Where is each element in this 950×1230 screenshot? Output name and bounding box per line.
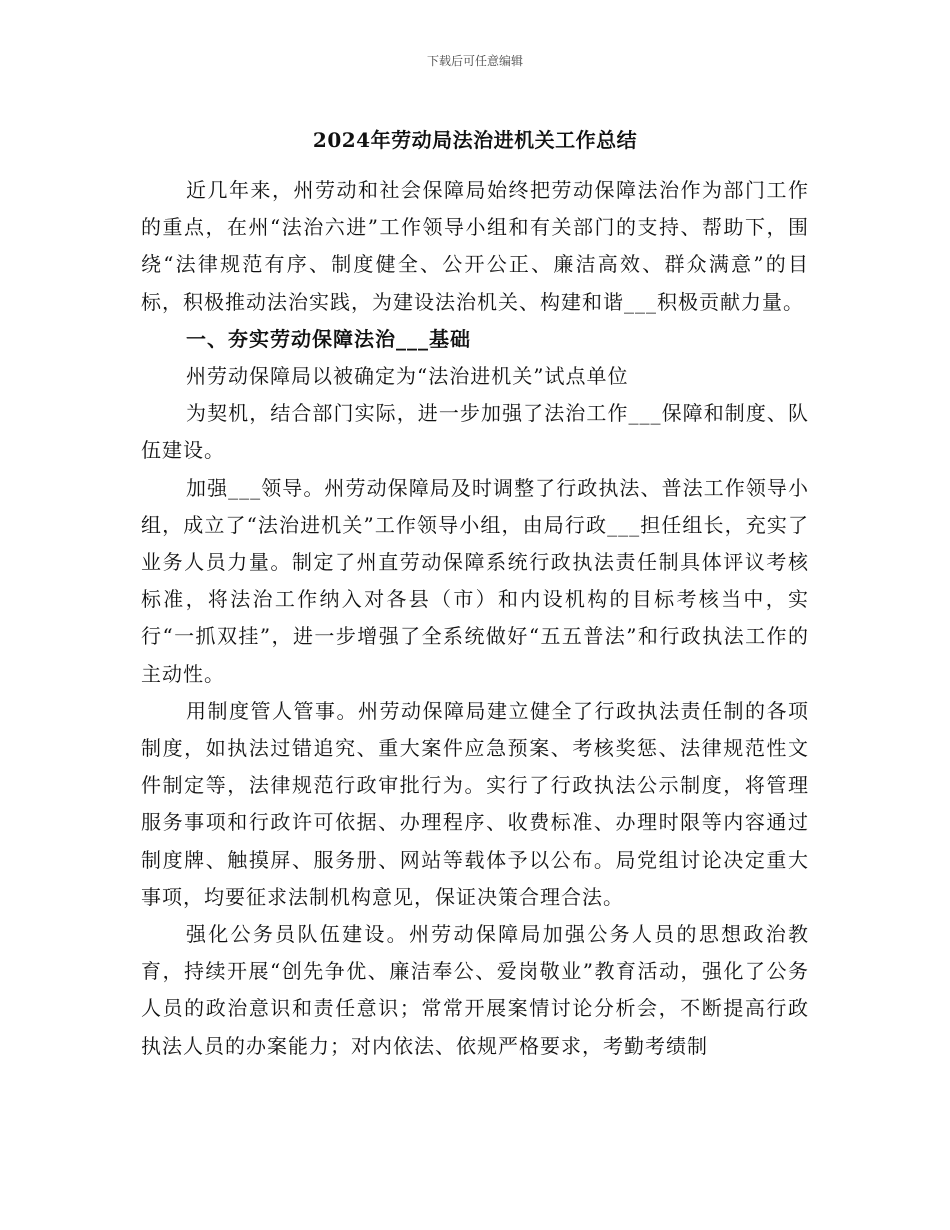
paragraph-system: 用制度管人管事。州劳动保障局建立健全了行政执法责任制的各项制度，如执法过错追究、重大案件应急预案、考核奖惩、法律规范性文件制定等，法律规范行政审批行为。实行了行政执法公示制度，将管理服务事项和行政许可依据、办理程序、收费标准、办理时限等内容通过制度牌、触摸屏、服务册、网站等载体予以公布。局党组讨论决定重大事项，均要征求法制机构意见，保证决策合理合法。 — [141, 698, 809, 909]
paragraph-opportunity: 为契机，结合部门实际，进一步加强了法治工作___保障和制度、队伍建设。 — [141, 401, 809, 463]
page-header-note: 下载后可任意编辑 — [426, 54, 523, 68]
paragraph-intro: 近几年来，州劳动和社会保障局始终把劳动保障法治作为部门工作的重点，在州“法治六进”工作领导小组和有关部门的支持、帮助下，围绕“法律规范有序、制度健全、公开公正、廉洁高效、群众满意”的目标，积极推动法治实践，为建设法治机关、构建和谐___积极贡献力量。 — [141, 178, 809, 314]
document-title: 2024年劳动局法治进机关工作总结 — [312, 128, 638, 152]
document-body — [141, 172, 809, 1065]
section-heading-1: 一、夯实劳动保障法治___基础 — [186, 326, 471, 351]
paragraph-leadership: 加强___领导。州劳动保障局及时调整了行政执法、普法工作领导小组，成立了“法治进机关”工作领导小组，由局行政___担任组长，充实了业务人员力量。制定了州直劳动保障系统行政执法责任制具体评议考核标准，将法治工作纳入对各县（市）和内设机构的目标考核当中，实行“一抓双挂”，进一步增强了全系统做好“五五普法”和行政执法工作的主动性。 — [141, 475, 809, 686]
paragraph-staff: 强化公务员队伍建设。州劳动保障局加强公务人员的思想政治教育，持续开展“创先争优、廉洁奉公、爱岗敬业”教育活动，强化了公务人员的政治意识和责任意识；常常开展案情讨论分析会，不断提高行政执法人员的办案能力；对内依法、依规严格要求，考勤考绩制 — [141, 922, 809, 1058]
paragraph-pilot: 州劳动保障局以被确定为“法治进机关”试点单位 — [186, 364, 629, 389]
